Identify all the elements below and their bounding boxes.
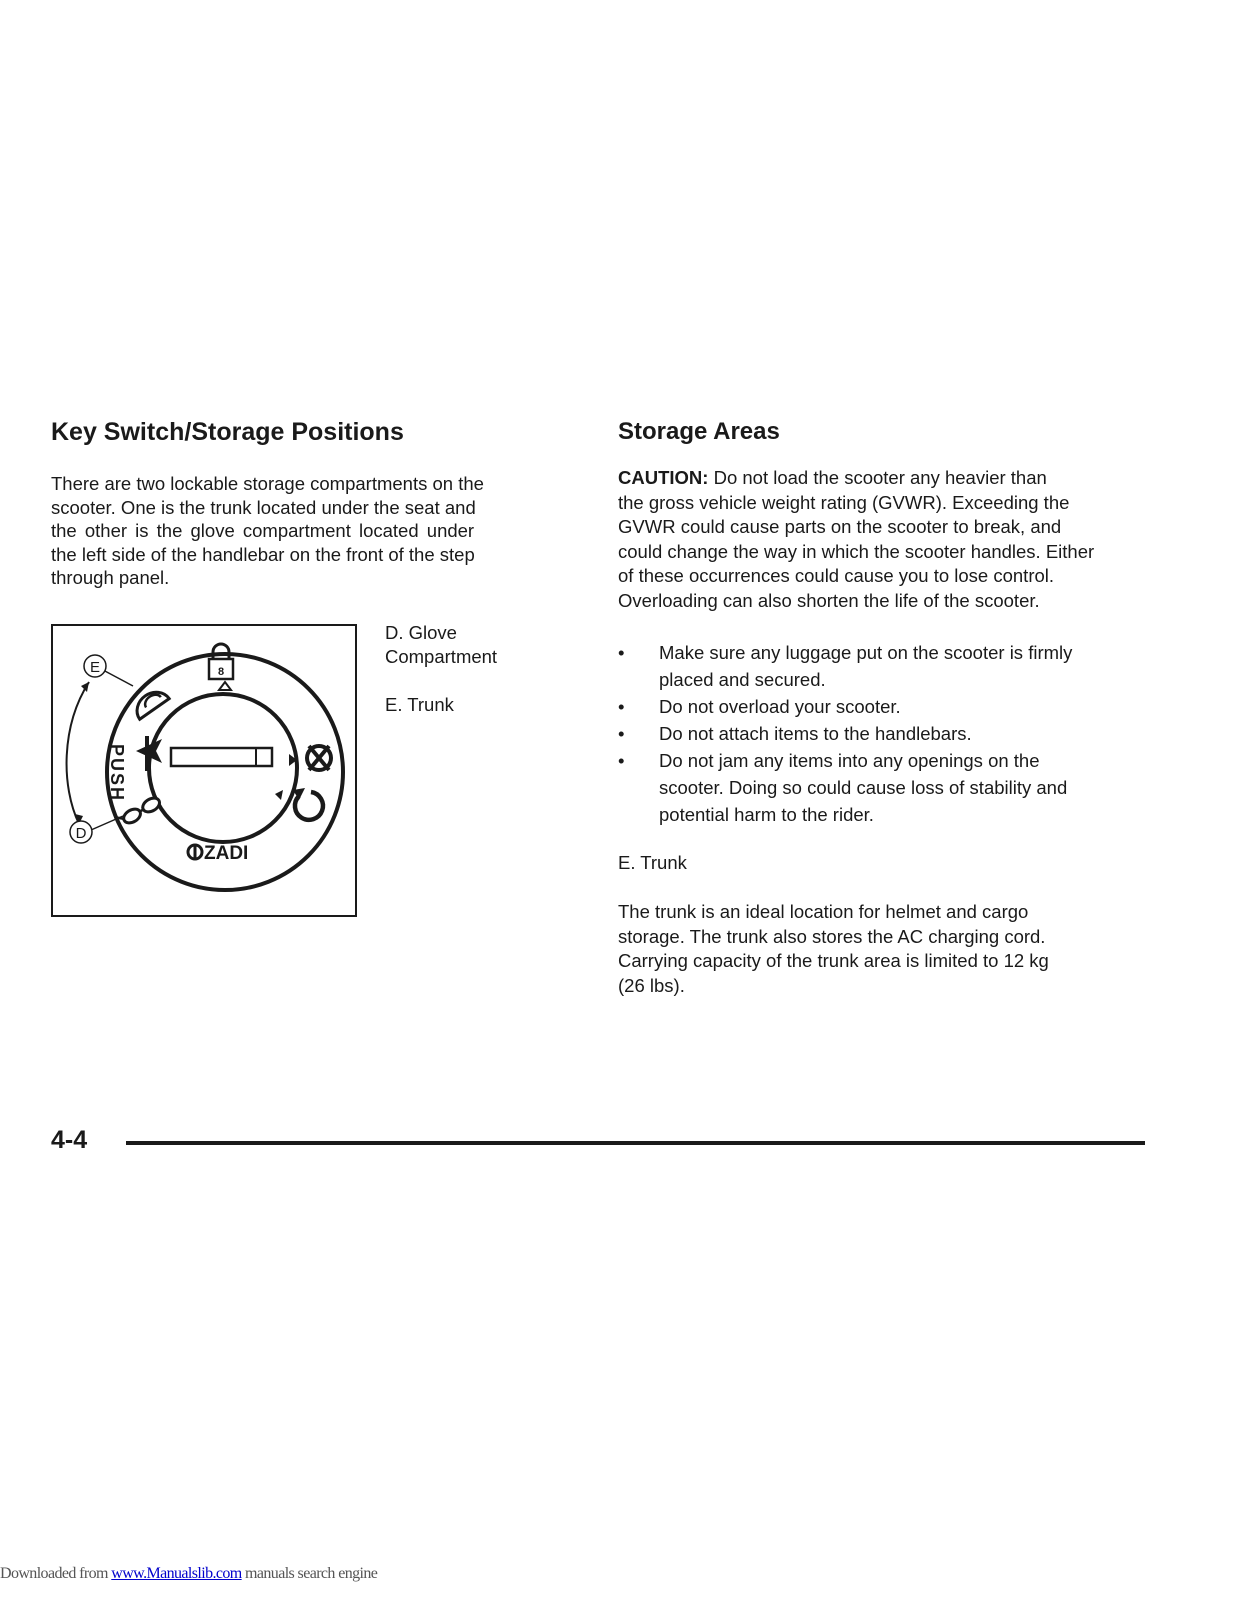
download-footer: Downloaded from www.Manualslib.com manuals search engine bbox=[0, 1565, 378, 1582]
brand-text: ZADI bbox=[204, 843, 249, 864]
caution-line: Overloading can also shorten the life of the scooter. bbox=[618, 589, 1040, 611]
steering-lock-icon bbox=[307, 746, 331, 770]
manualslib-link[interactable]: www.Manualslib.com bbox=[111, 1565, 242, 1582]
key-switch-diagram bbox=[51, 624, 357, 917]
svg-text:E: E bbox=[89, 659, 101, 676]
legend-glove-compartment: D. Glove Compartment bbox=[385, 622, 498, 667]
key-knob bbox=[149, 694, 297, 842]
bullet-marker: • bbox=[618, 723, 625, 744]
intro-line: the left side of the handlebar on the front of the step bbox=[51, 543, 475, 565]
caution-line: could change the way in which the scooter handles. Either bbox=[618, 540, 1095, 562]
intro-line: scooter. One is the trunk located under the seat and bbox=[51, 496, 476, 518]
bullet-item: • Do not jam any items into any openings on the scooter. Doing so could cause loss of stability and potential harm to the rider. bbox=[618, 747, 1148, 828]
callout-e bbox=[84, 655, 106, 677]
push-label: PUSH bbox=[107, 744, 127, 803]
caution-line: of these occurrences could cause you to lose control. bbox=[618, 565, 1055, 586]
intro-paragraph bbox=[51, 472, 551, 590]
intro-line: There are two lockable storage compartments on the bbox=[51, 473, 484, 494]
page-number: 4-4 bbox=[51, 1126, 88, 1154]
legend-trunk: E. Trunk bbox=[385, 694, 454, 715]
caution-paragraph bbox=[618, 466, 1148, 613]
bullet-item: • Make sure any luggage put on the scooter is firmly placed and secured. bbox=[618, 639, 1148, 693]
caution-line-1: CAUTION: Do not load the scooter any heavier than bbox=[618, 467, 1047, 488]
trunk-paragraph: The trunk is an ideal location for helmet and cargo storage. The trunk also stores the AC charging cord. Carrying capacity of the trunk area is limited to 12 kg (26 lbs). bbox=[618, 901, 1049, 996]
bullet-marker: • bbox=[618, 642, 625, 663]
caution-line: GVWR could cause parts on the scooter to break, and bbox=[618, 516, 1062, 537]
svg-text:8: 8 bbox=[217, 666, 225, 678]
svg-text:D: D bbox=[75, 825, 87, 842]
bullet-marker: • bbox=[618, 696, 625, 717]
caution-label: CAUTION: bbox=[618, 467, 709, 488]
intro-line: the other is the glove compartment located under bbox=[51, 520, 475, 541]
callout-d bbox=[70, 821, 92, 843]
padlock-icon bbox=[209, 644, 233, 679]
section-heading-storage-areas: Storage Areas bbox=[618, 418, 780, 445]
bullet-item: • Do not overload your scooter. bbox=[618, 693, 1148, 720]
bullet-item: • Do not attach items to the handlebars. bbox=[618, 720, 1148, 747]
section-heading-key-switch: Key Switch/Storage Positions bbox=[51, 418, 404, 446]
safety-bullet-list bbox=[618, 639, 1148, 828]
bullet-marker: • bbox=[618, 750, 625, 771]
footer-rule bbox=[126, 1141, 1145, 1145]
range-arrow bbox=[67, 682, 89, 824]
caution-line: the gross vehicle weight rating (GVWR). Exceeding the bbox=[618, 491, 1070, 513]
trunk-caption: E. Trunk bbox=[618, 852, 687, 873]
intro-line: through panel. bbox=[51, 567, 170, 588]
